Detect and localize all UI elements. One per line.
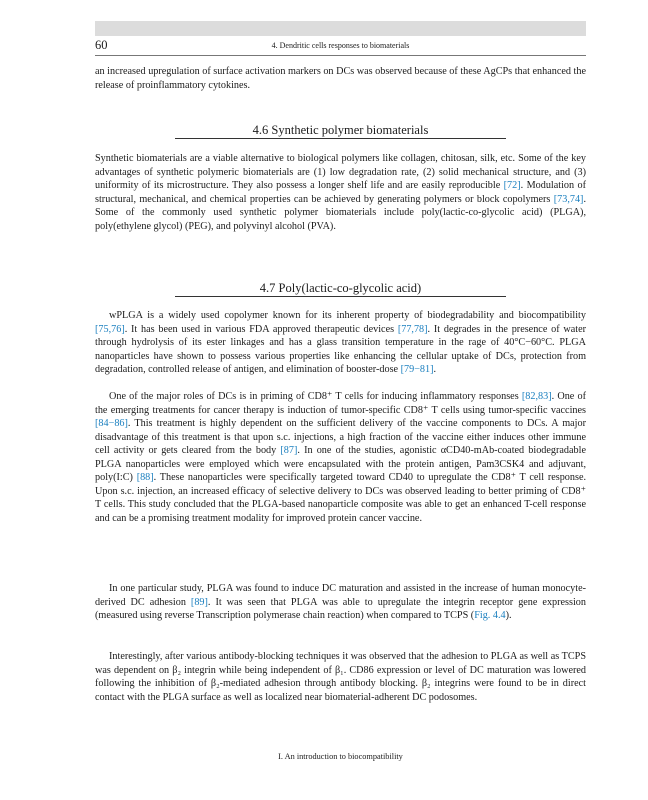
section-4-6-paragraph: Synthetic biomaterials are a viable alternative to biological polymers like collagen, chitosan, silk, etc. Some of the key advantages of synthetic polymeric biomaterials are (1) low degradation rate, (2) solid mechanical structure, and (3) uniformity of its microstructure. They also possess a longer shelf life and are easily reproducible [72]. Modulation of structural, mechanical, and chemical properties can be achieved by generating polymers or block copolymers [73,74]. Some of the commonly used synthetic polymer biomaterials include poly(lactic-co-glycolic acid) (PLGA), poly(ethylene glycol) (PEG), and polyvinyl alcohol (PVA). — [95, 153, 586, 232]
citation-link[interactable]: [75,76] — [95, 323, 125, 335]
section-4-7-paragraph-4: Interestingly, after various antibody-blocking techniques it was observed that the adhesion to PLGA as well as TCPS was dependent on β₂ integrin while being independent of β₁. CD86 expression or level of DC maturation was lowered following the inhibition of β₂-mediated adhesion through antibody blocking. β₂ integrins were found to be in direct contact with the PLGA surface as well as localized near biomaterial-adherent DC podosomes. — [95, 651, 586, 703]
chapter-title: 4. Dendritic cells responses to biomaterials — [271, 41, 410, 50]
section-heading-4-7 — [95, 279, 586, 299]
header-bar — [95, 21, 586, 36]
section-rule — [175, 138, 506, 139]
citation-link[interactable]: [82,83] — [521, 391, 552, 402]
section-rule — [175, 296, 506, 297]
citation-link[interactable]: [84−86] — [95, 418, 128, 430]
running-head — [95, 37, 586, 56]
citation-link[interactable]: [77,78] — [397, 323, 428, 335]
citation-link[interactable]: [87] — [280, 445, 298, 457]
intro-paragraph: an increased upregulation of surface activation markers on DCs was observed because of these AgCPs that enhanced the release of proinflammatory cytokines. — [95, 66, 586, 91]
citation-link[interactable]: [88] — [136, 472, 154, 484]
section-heading-4-6 — [95, 121, 586, 141]
figure-link[interactable]: Fig. 4.4 — [474, 610, 506, 622]
section-4-7-paragraph-1: wPLGA is a widely used copolymer known for its inherent property of biodegradability and biocompatibility [75,76]. It has been used in various FDA approved therapeutic devices [77,78]. It degrades in the presence of water through hydrolysis of its ester linkages and has a glass transition temperature in the rage of 40°C−60°C. PLGA nanoparticles have shown to possess various properties like enhancing the cellular uptake of DCs, protection from degradation, controlled release of antigen, and elimination of booster-dose [79−81]. — [95, 310, 586, 376]
citation-link[interactable]: [72] — [503, 180, 521, 192]
citation-link[interactable]: [73,74] — [553, 193, 584, 205]
section-4-7-paragraph-2: One of the major roles of DCs is in priming of CD8⁺ T cells for inducing inflammatory responses [82,83]. One of the emerging treatments for cancer therapy is induction of tumor-specific CD8⁺ T cells using tumor-specific vaccines [84−86]. This treatment is highly dependent on the sufficient delivery of the vaccine components to DCs. A major disadvantage of this treatment is that upon s.c. injections, a high fraction of the vaccine either induces other immune cell activity or gets cleared from the body [87]. In one of the studies, agonistic αCD40-mAb-coated biodegradable PLGA nanoparticles were employed which were encapsulated with the protein antigen, Pam3CSK4 and adjuvant, poly(I:C) [88]. These nanoparticles were specifically targeted toward CD40 to upregulate the CD8⁺ T cell response. Upon s.c. injection, an increased efficacy of selective delivery to DCs was observed leading to better priming of CD8⁺ T cells. This study concluded that the PLGA-based nanoparticle composite was able to get an enhanced T-cell response and can be a promising treatment modality for improved protein cancer vaccine. — [95, 391, 587, 524]
section-title: 4.6 Synthetic polymer biomaterials — [252, 123, 429, 137]
citation-link[interactable]: [79−81] — [400, 364, 434, 376]
section-title: 4.7 Poly(lactic-co-glycolic acid) — [259, 281, 422, 295]
citation-link[interactable]: [89] — [190, 596, 208, 608]
section-4-7-paragraph-3: In one particular study, PLGA was found to induce DC maturation and assisted in the increase of human monocyte-derived DC adhesion [89]. It was seen that PLGA was able to upregulate the integrin receptor gene expression (measured using reverse Transcription polymerase chain reaction) when compared to TCPS (Fig. 4.4). — [95, 583, 586, 622]
footer: I. An introduction to biocompatibility — [278, 752, 403, 761]
page-number: 60 — [95, 38, 108, 52]
